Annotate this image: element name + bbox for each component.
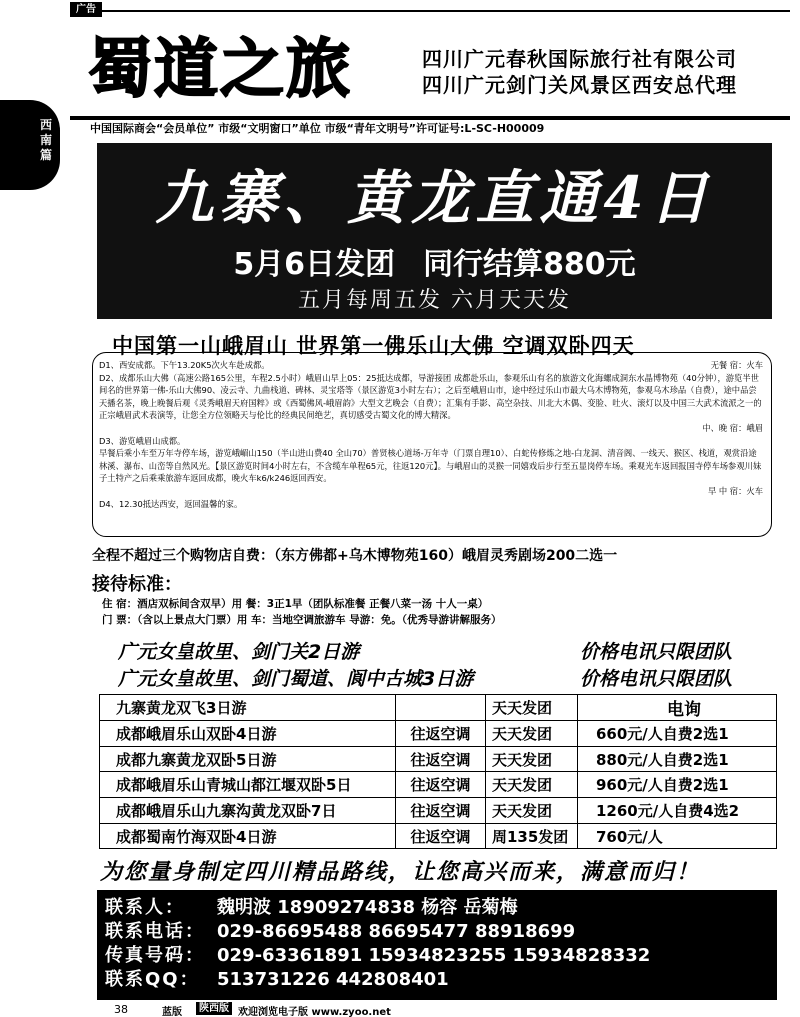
banner-schedule: 五月每周五发 六月天天发 [298,288,571,313]
contact-fax-row [105,944,777,968]
price-cell: 660元/人自费2选1 [578,721,777,747]
company-line-1: 四川广元春秋国际旅行社有限公司 [422,47,737,71]
transport-cell [396,695,486,721]
day-2-meals: 中、晚 宿：峨眉 [702,422,763,433]
route-cell: 成都九寨黄龙双卧5日游 [100,746,396,772]
transport-cell: 往返空调 [396,772,486,798]
transport-cell: 往返空调 [396,746,486,772]
price-cell: 760元/人 [578,823,777,849]
promo-route-2: 广元女皇故里、剑门蜀道、阆中古城3日游 [118,668,474,690]
settlement-price: 880元 [543,247,636,282]
day-3-title: D3、游览峨眉山成都。 [99,435,186,446]
contact-person-value: 魏明波 18909274838 杨容 岳菊梅 [217,897,518,918]
contact-fax-label: 传真号码： [105,945,205,966]
itinerary-day-3 [99,435,763,448]
transport-cell: 往返空调 [396,798,486,824]
contact-person-row [105,896,777,920]
table-row [100,746,777,772]
itinerary-day-1 [99,359,763,372]
day-3-text: 早餐后乘小车至万年寺停车场，游览峨嵋山150（半山进山费40 全山70）普贤核心道场-万年寺（门票自理10）、白蛇传修炼之地-白龙洞、清音阁、一线天、猴区、栈道，观赏沿途林溪、瀑布、山峦等自然风光。【景区游览时间4小时左右，不含缆车单程65元，往返120元】。与峨眉山的灵猴一同嬉戏后步行至五显岗停车场。乘观光车返回报国寺停车场参观川妹子土特产之后乘乘旅游车返回成都，晚火车k6/k246返回西安。 [99,448,762,484]
contact-phone-label: 联系电话： [105,921,205,942]
day-4-text: D4、12.30抵达西安，返回温馨的家。 [99,498,243,509]
itinerary-day-4 [99,498,763,511]
day-2-meals-row [99,422,763,435]
price-cell: 880元/人自费2选1 [578,746,777,772]
table-row [100,772,777,798]
standards-title: 接待标准： [92,574,182,595]
company-names [422,46,737,98]
price-cell: 电询 [578,695,777,721]
contact-qq-row [105,968,777,992]
side-tab-label: 西南篇 [39,118,52,162]
ad-tag: 广告 [70,2,102,17]
table-row [100,798,777,824]
day-1-text: D1、西安成都。下午13.20K5次火车赴成都。 [99,360,270,370]
settlement-label: 同行结算 [423,247,544,282]
table-row [100,823,777,849]
page-number: 38 [114,1003,128,1016]
standards-line-1: 住 宿：酒店双标间含双早）用 餐：3正1早（团队标准餐 正餐八菜一汤 十人一桌） [102,598,489,610]
contact-qq-label: 联系QQ： [105,969,200,990]
route-cell: 九寨黄龙双飞3日游 [100,695,396,721]
promo-route-1: 广元女皇故里、剑门关2日游 [118,641,360,663]
departure-cell: 天天发团 [486,721,578,747]
day-3-meals-row [99,485,763,498]
contact-qq-value: 513731226 442808401 [217,969,449,990]
main-heading: 中国第一山峨眉山 世界第一佛乐山大佛 空调双卧四天 [112,334,635,358]
top-divider [102,10,790,12]
hero-banner [97,143,772,319]
brand-logo: 蜀道之旅 [88,32,352,107]
standards-line-2: 门 票：（含以上景点大门票）用 车：当地空调旅游车 导游：免。（优秀导游讲解服务） [102,614,502,626]
table-row [100,695,777,721]
company-line-2: 四川广元剑门关风景区西安总代理 [422,73,737,97]
route-cell: 成都峨眉乐山双卧4日游 [100,721,396,747]
banner-title: 九寨、黄龙直通4日 [155,164,714,232]
certifications: 中国国际商会“会员单位” 市级“文明窗口”单位 市级“青年文明号”许可证号:L-SC-H00009 [90,122,545,135]
footer-welcome: 欢迎浏览电子版 www.zyoo.net [238,1007,391,1017]
contact-fax-value: 029-63361891 15934823255 15934828332 [217,945,651,966]
departure-cell: 天天发团 [486,772,578,798]
route-cell: 成都蜀南竹海双卧4日游 [100,823,396,849]
departure-cell: 天天发团 [486,798,578,824]
contact-phone-value: 029-86695488 86695477 88918699 [217,921,576,942]
departure-cell: 天天发团 [486,695,578,721]
header [70,18,790,138]
itinerary-day-2: D2、成都乐山大佛（高速公路165公里，车程2.5小时）峨眉山早上05：25抵达成都，导游接团 成都赴乐山，参观乐山有名的旅游文化海螺成洞东水晶博物苑（40分钟），游览半世间名的世界第一佛-乐山大佛90、凌云寺、九曲栈道、碑林、灵宝塔等（景区游览3小时左右）；之后至峨眉山市，途中经过乐山市最大乌木博物苑，参观乌木珍品（自费），途中品尝天播名茶，晚上晚餐后观《灵秀峨眉天府国粹》或《西蜀佛风-峨眉韵》大型文艺晚会（自费）；汇集有手影、高空杂技、川北大木偶、变脸、吐火、滚灯以及中国三大武术流派之一的正宗峨眉武术表演等，让您全方位领略天与伦比的经典民间绝艺，真切感受古蜀文化的博大精深。 [99,372,762,421]
contact-box [97,890,777,1000]
footer [0,1000,800,1017]
price-cell: 1260元/人自费4选2 [578,798,777,824]
contact-person-label: 联系人： [105,897,185,918]
route-cell: 成都峨眉乐山九寨沟黄龙双卧7日 [100,798,396,824]
shopping-note: 全程不超过三个购物店自费：（东方佛都+乌木博物苑160）峨眉灵秀剧场200二选一 [92,548,618,564]
price-cell: 960元/人自费2选1 [578,772,777,798]
table-row [100,721,777,747]
banner-departure-row [97,239,772,283]
contact-phone-row [105,920,777,944]
edition-label: 蓝版 [162,1007,182,1017]
promo-price-1: 价格电讯只限团队 [580,641,733,663]
price-table [99,694,777,849]
route-cell: 成都峨眉乐山青城山都江堰双卧5日 [100,772,396,798]
departure-date: 5月6日发团 [233,247,396,282]
day-3-meals: 早 中 宿：火车 [707,485,763,496]
slogan: 为您量身制定四川精品路线，让您高兴而来，满意而归！ [99,859,700,885]
itinerary-box [92,352,772,537]
edition-badge: 陕西版 [196,1002,232,1015]
day-1-meals: 无餐 宿：火车 [710,360,763,370]
promo-price-2: 价格电讯只限团队 [580,668,733,690]
transport-cell: 往返空调 [396,823,486,849]
transport-cell: 往返空调 [396,721,486,747]
departure-cell: 周135发团 [486,823,578,849]
departure-cell: 天天发团 [486,746,578,772]
